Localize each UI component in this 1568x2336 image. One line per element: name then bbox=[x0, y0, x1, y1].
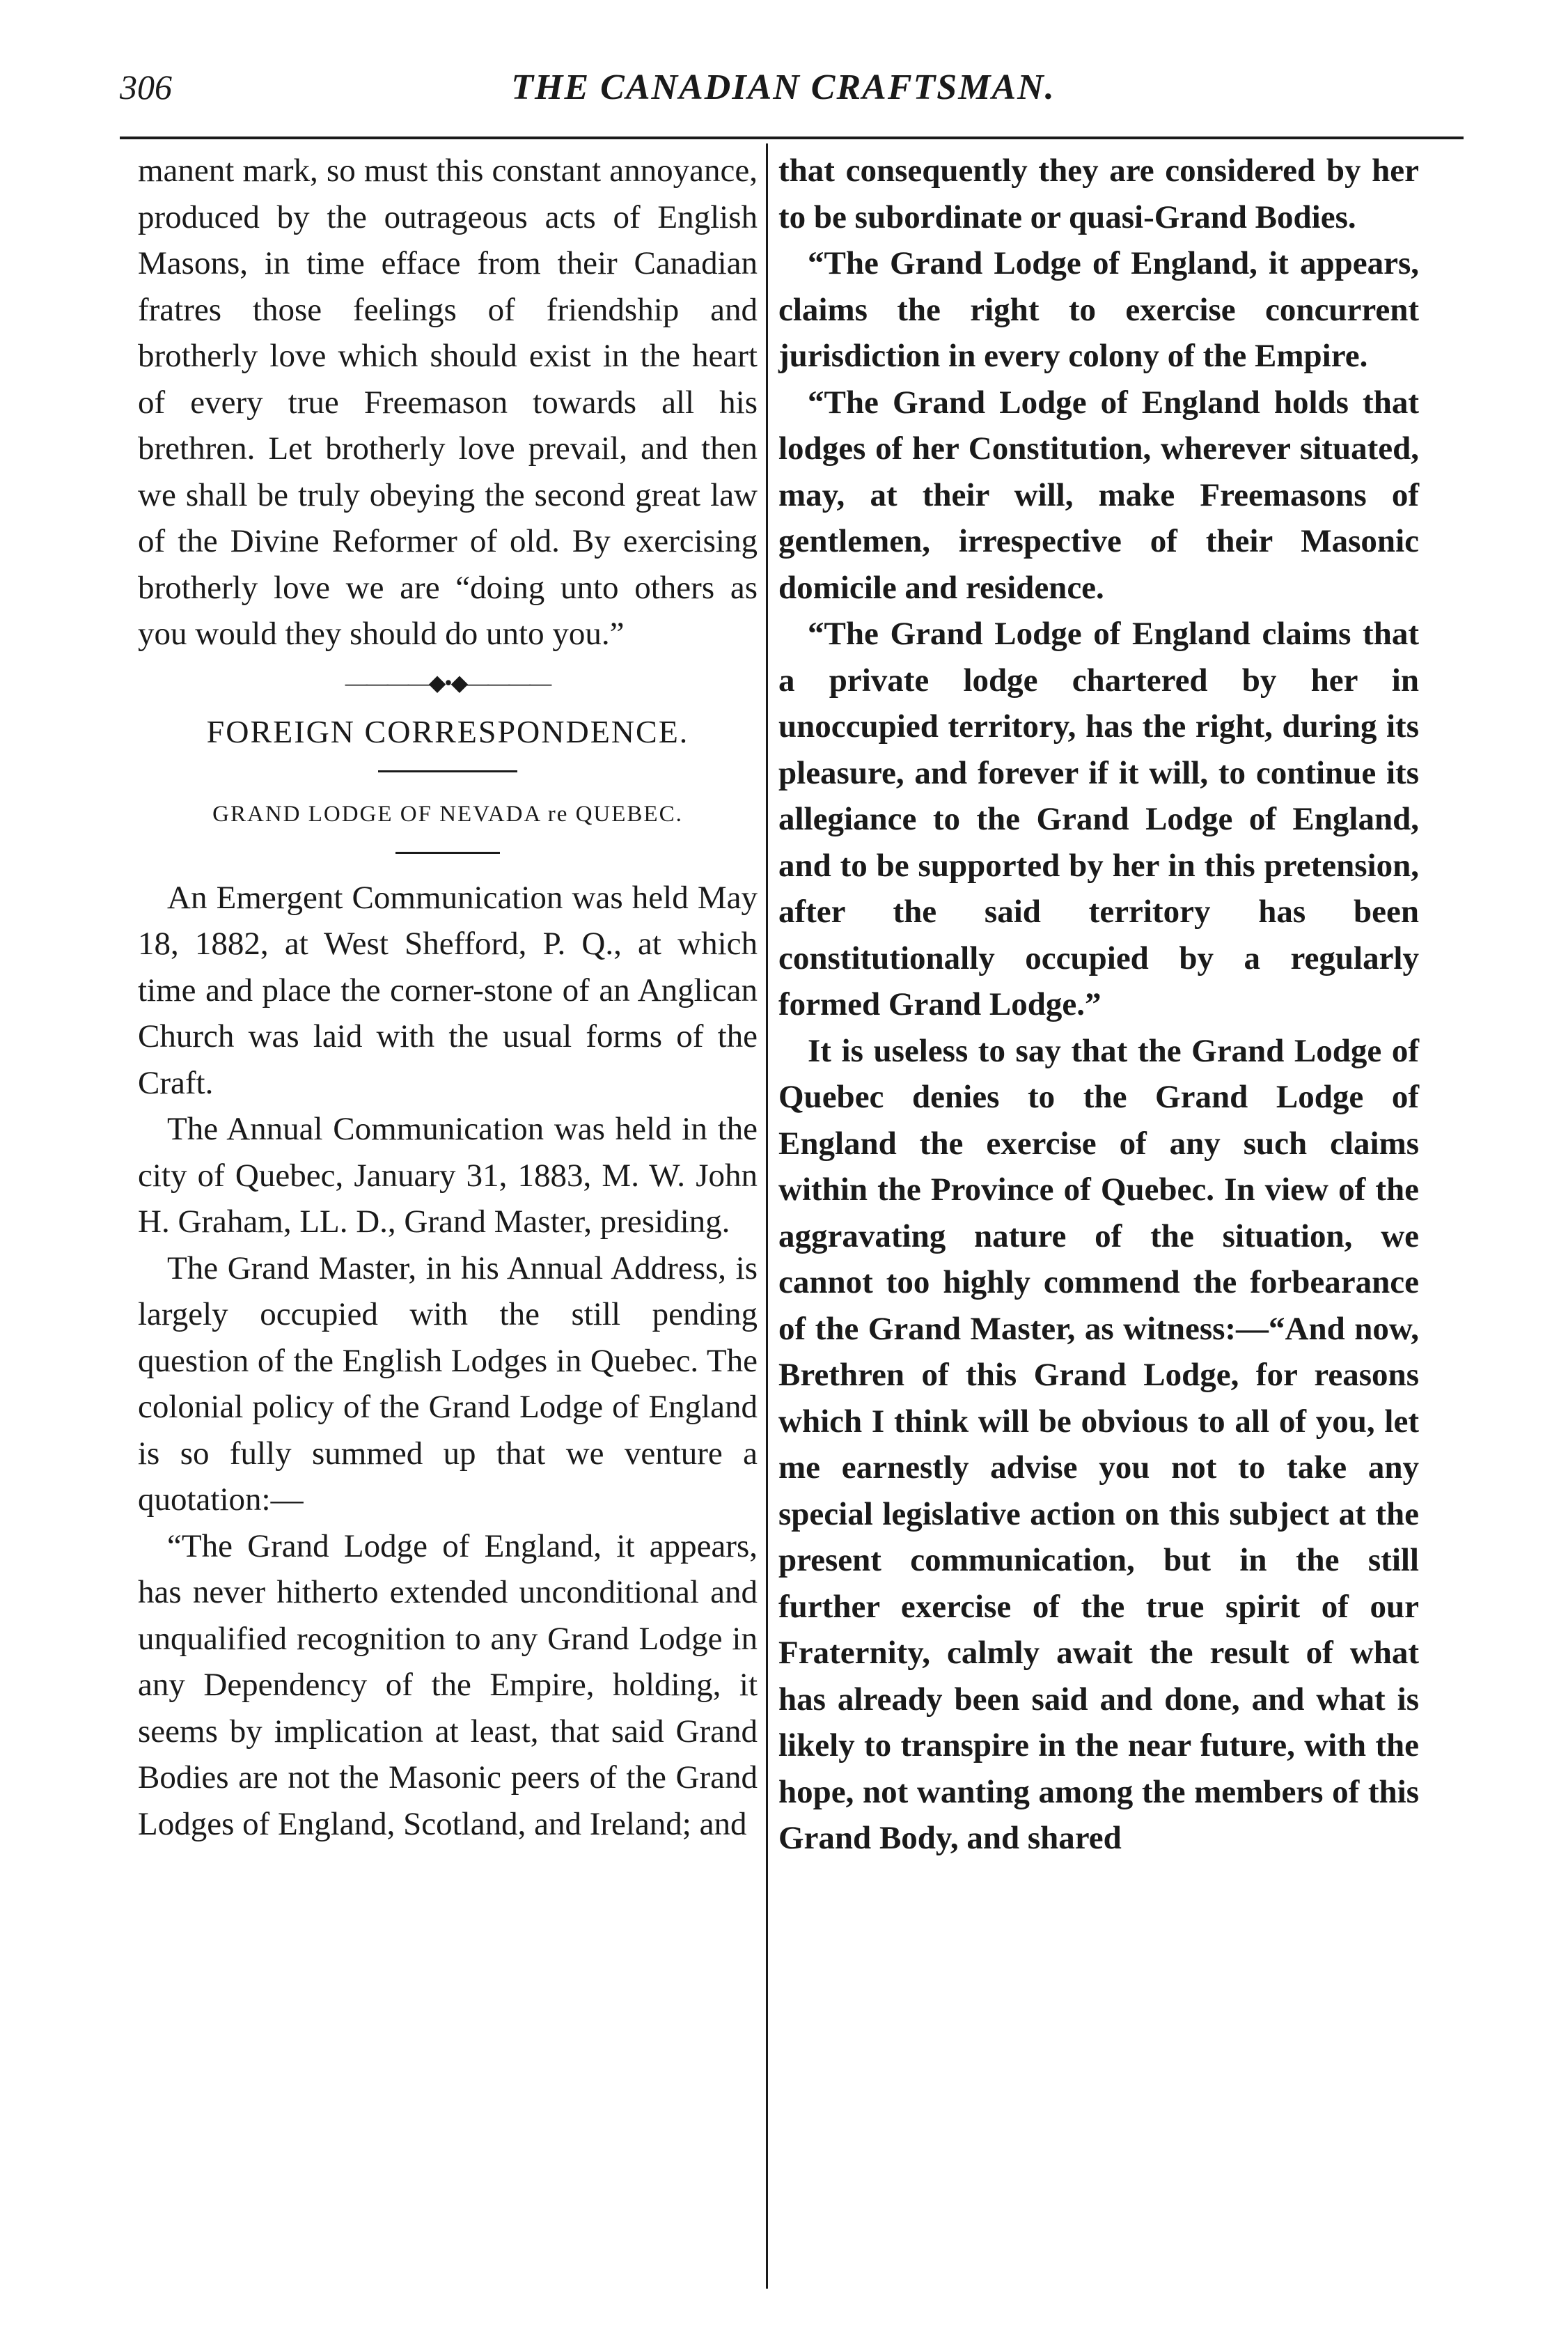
continued-paragraph: manent mark, so must this constant annoyance, produced by the outrageous acts of English Masons, in time efface from their Canadian fratres those feelings of friendship and brotherly love which should exist in the heart of every true Freemason towards all his brethren. Let brotherly love prevail, and then we shall be truly obeying the second great law of the Divine Reformer of old. By exercising brotherly love we are “doing unto others as you would they should do unto you.” bbox=[138, 153, 758, 652]
paragraph: It is useless to say that the Grand Lodge of Quebec denies to the Grand Lodge of England the exercise of any such claims within the Province of Quebec. In view of the aggravating nature of the situation, we cannot too highly commend the forbearance of the Grand Master, as witness:—“And now, Brethren of this Grand Lodge, for reasons which I think will be obvious to all of you, let me earnestly advise you not to take any special legislative action on this subject at the present communication, but in the still further exercise of the true spirit of our Fraternity, calmly await the result of what has already been said and done, and what is likely to transpire in the near future, with the hope, not wanting among the members of this Grand Body, and shared bbox=[778, 1032, 1419, 1856]
paragraph: An Emergent Communication was held May 18, 1882, at West Shefford, P. Q., at which time and place the corner-stone of an Anglican Church was laid with the usual forms of the Craft. bbox=[138, 879, 758, 1101]
paragraph: The Annual Communication was held in the city of Quebec, January 31, 1883, M. W. John H. Graham, LL. D., Grand Master, presiding. bbox=[138, 1111, 758, 1240]
ornament-divider: ————◆•◆———— bbox=[345, 669, 551, 695]
page-header bbox=[104, 67, 1462, 123]
right-column bbox=[778, 148, 1419, 1862]
running-title: THE CANADIAN CRAFTSMAN. bbox=[511, 68, 1056, 107]
subsection-rule bbox=[395, 852, 500, 854]
section-title: FOREIGN CORRESPONDENCE. bbox=[206, 713, 689, 749]
paragraph: “The Grand Lodge of England, it appears, claims the right to exercise concurrent jurisdiction in every colony of the Empire. bbox=[778, 245, 1419, 374]
subsection-title: GRAND LODGE OF NEVADA re QUEBEC. bbox=[212, 801, 683, 827]
paragraph: “The Grand Lodge of England holds that lodges of her Constitution, wherever situated, may, at their will, make Freemasons of gentlemen, irrespective of their Masonic domicile and residence. bbox=[778, 384, 1419, 606]
left-column bbox=[138, 148, 758, 1847]
paragraph: “The Grand Lodge of England, it appears, has never hitherto extended unconditional and unqualified recognition to any Grand Lodge in any Dependency of the Empire, holding, it seems by implication at least, that said Grand Bodies are not the Masonic peers of the Grand Lodges of England, Scotland, and Ireland; and bbox=[138, 1527, 758, 1842]
paragraph: “The Grand Lodge of England claims that a private lodge chartered by her in unoccupied territory, has the right, during its pleasure, and forever if it will, to continue its allegiance to the Grand Lodge of England, and to be supported by her in this pretension, after the said territory has been constitutionally occupied by a regularly formed Grand Lodge.” bbox=[778, 616, 1419, 1022]
header-rule bbox=[120, 137, 1464, 139]
section-rule bbox=[378, 770, 517, 772]
column-divider bbox=[766, 143, 768, 2289]
continued-paragraph: that consequently they are considered by her to be subordinate or quasi-Grand Bodies. bbox=[778, 153, 1419, 235]
paragraph: The Grand Master, in his Annual Address, is largely occupied with the still pending question of the English Lodges in Quebec. The colonial policy of the Grand Lodge of England is so fully summed up that we venture a quotation:— bbox=[138, 1249, 758, 1518]
page-number: 306 bbox=[120, 68, 172, 107]
